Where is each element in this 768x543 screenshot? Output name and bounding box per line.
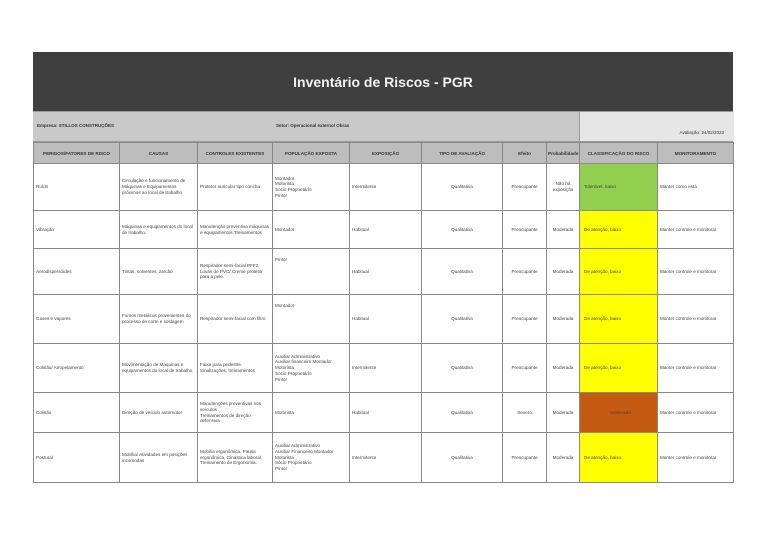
cell-controles: Faixa para pedestre. Sinalizações, treinamentos xyxy=(198,344,273,393)
cell-monitoramento: Manter controle e monitorar xyxy=(658,211,734,249)
cell-probabilidade: Moderada xyxy=(547,249,580,295)
cell-probabilidade: Moderada xyxy=(547,211,580,249)
cell-controles: Manutenções preventivas nos veículos Treinamentos de direção defensiva xyxy=(198,393,273,433)
cell-probabilidade: Moderada xyxy=(547,344,580,393)
cell-perigo: Ruído xyxy=(34,164,120,211)
table-row xyxy=(34,164,734,211)
cell-tipo: Qualitativa xyxy=(422,433,503,483)
evaluation-box xyxy=(579,112,734,141)
cell-exposicao: Habitual xyxy=(350,393,422,433)
cell-tipo: Qualitativa xyxy=(422,344,503,393)
cell-perigo: Vibração xyxy=(34,211,120,249)
cell-controles: Respirador semi-facial PFF2. Luvas de PVC/ Creme protetor para a pele. xyxy=(198,249,273,295)
cell-classificacao: Tolerável, baixo xyxy=(580,164,658,211)
cell-perigo: Postural xyxy=(34,433,120,483)
cell-classificacao: De atenção, baixo xyxy=(580,433,658,483)
cell-classificacao: De atenção, baixo xyxy=(580,295,658,344)
cell-classificacao: De atenção, baixo xyxy=(580,211,658,249)
risk-table xyxy=(33,142,734,483)
cell-efeito: Preocupante xyxy=(503,433,547,483)
header-monitoramento: MONITORAMENTO xyxy=(658,143,734,164)
table-row xyxy=(34,211,734,249)
table-row xyxy=(34,433,734,483)
cell-populacao: Auxiliar Administrativo Auxiliar Financeiro Montador Motorista Sócio Proprietário Pintor xyxy=(273,433,350,483)
cell-probabilidade: Moderada xyxy=(547,295,580,344)
header-classificacao: CLASSIFICAÇÃO DO RISCO xyxy=(580,143,658,164)
cell-populacao: Montador xyxy=(273,211,350,249)
cell-exposicao: Intermitente xyxy=(350,344,422,393)
info-row xyxy=(33,111,733,142)
cell-perigo: Colisão xyxy=(34,393,120,433)
cell-efeito: Preocupante xyxy=(503,295,547,344)
cell-efeito: Preocupante xyxy=(503,249,547,295)
header-exposicao: EXPOSIÇÃO xyxy=(350,143,422,164)
header-row xyxy=(34,143,734,164)
header-tipo: TIPO DE AVALIAÇÃO xyxy=(422,143,503,164)
cell-perigo: Gases e vapores xyxy=(34,295,120,344)
cell-exposicao: Habitual xyxy=(350,249,422,295)
cell-monitoramento: Manter controle e monitorar xyxy=(658,295,734,344)
cell-monitoramento: Manter controle e monitorar xyxy=(658,433,734,483)
cell-classificacao: Moderado xyxy=(580,393,658,433)
cell-tipo: Qualitativa xyxy=(422,211,503,249)
cell-efeito: Preocupante xyxy=(503,344,547,393)
table-row xyxy=(34,344,734,393)
header-populacao: POPULAÇÃO EXPOSTA xyxy=(273,143,350,164)
cell-tipo: Qualitativa xyxy=(422,249,503,295)
cell-exposicao: Habitual xyxy=(350,211,422,249)
cell-probabilidade: Moderada xyxy=(547,393,580,433)
company-label: Empresa: STILLOS CONSTRUÇÕES xyxy=(37,123,115,128)
sector-label: Setor: Operacional externo/ Obras xyxy=(276,123,350,128)
cell-populacao: Montador Motorista Sócio Proprietário Pintor xyxy=(273,164,350,211)
cell-monitoramento: Manter controle e monitorar xyxy=(658,249,734,295)
cell-populacao: Motorista xyxy=(273,393,350,433)
cell-perigo: Aerodispersóides xyxy=(34,249,120,295)
cell-causas: Mobília/ Atividades em posições incomodas xyxy=(120,433,198,483)
cell-exposicao: Intermitente xyxy=(350,164,422,211)
cell-efeito: Preocupante xyxy=(503,164,547,211)
cell-populacao: Pintor xyxy=(273,249,350,295)
cell-monitoramento: Manter controle e monitorar xyxy=(658,393,734,433)
cell-tipo: Qualitativa xyxy=(422,295,503,344)
cell-populacao: Montador xyxy=(273,295,350,344)
header-probabilidade: Probabilidade xyxy=(547,143,580,164)
cell-causas: Tintas, solventes, zarcão xyxy=(120,249,198,295)
cell-classificacao: De atenção, baixo xyxy=(580,344,658,393)
page-title: Inventário de Riscos - PGR xyxy=(293,73,473,90)
cell-causas: Fumos metálicos provenientes do processo de corte e soldagem xyxy=(120,295,198,344)
evaluation-date: Avaliação: 24/02/2023 xyxy=(679,130,724,135)
header-controles: CONTROLES EXISTENTES xyxy=(198,143,273,164)
cell-populacao: Auxiliar Administrativo Auxiliar financeiro Montador Motorista Sócio Proprietário Pintor xyxy=(273,344,350,393)
cell-tipo: Qualitativa xyxy=(422,393,503,433)
cell-controles: Mobília ergonômica, Pausa ergonômica, Ginastica laboral, Treinamento de Ergonomia. xyxy=(198,433,273,483)
cell-controles: Protetor auricular tipo concha xyxy=(198,164,273,211)
cell-efeito: Severo xyxy=(503,393,547,433)
table-row xyxy=(34,295,734,344)
cell-monitoramento: Manter como está xyxy=(658,164,734,211)
header-causas: CAUSAS xyxy=(120,143,198,164)
header-perigo: PERIGOS/FATORES DE RISCO xyxy=(34,143,120,164)
cell-exposicao: Intermitente xyxy=(350,433,422,483)
cell-controles: Respirador semi-facial com filtro xyxy=(198,295,273,344)
title-bar xyxy=(33,52,733,111)
cell-probabilidade: Não há exposição xyxy=(547,164,580,211)
cell-perigo: Colisão/ Atropelamento xyxy=(34,344,120,393)
cell-efeito: Preocupante xyxy=(503,211,547,249)
risk-inventory-sheet xyxy=(33,52,733,483)
cell-exposicao: Habitual xyxy=(350,295,422,344)
table-row xyxy=(34,393,734,433)
cell-causas: Movimentação de Máquinas e equipamentos do local de trabalho. xyxy=(120,344,198,393)
cell-causas: Circulação e funcionamento de Máquinas e Equipamentos próximos ao local de trabalho xyxy=(120,164,198,211)
cell-controles: Manutenção preventiva máquinas e equipamentos Treinamentos xyxy=(198,211,273,249)
cell-causas: Direção de veículo automotor xyxy=(120,393,198,433)
cell-classificacao: De atenção, baixo xyxy=(580,249,658,295)
header-efeito: Efeito xyxy=(503,143,547,164)
cell-tipo: Qualitativa xyxy=(422,164,503,211)
cell-monitoramento: Manter controle e monitorar xyxy=(658,344,734,393)
table-row xyxy=(34,249,734,295)
cell-probabilidade: Moderada xyxy=(547,433,580,483)
cell-causas: Máquinas e equipamentos do local de trabalho. xyxy=(120,211,198,249)
